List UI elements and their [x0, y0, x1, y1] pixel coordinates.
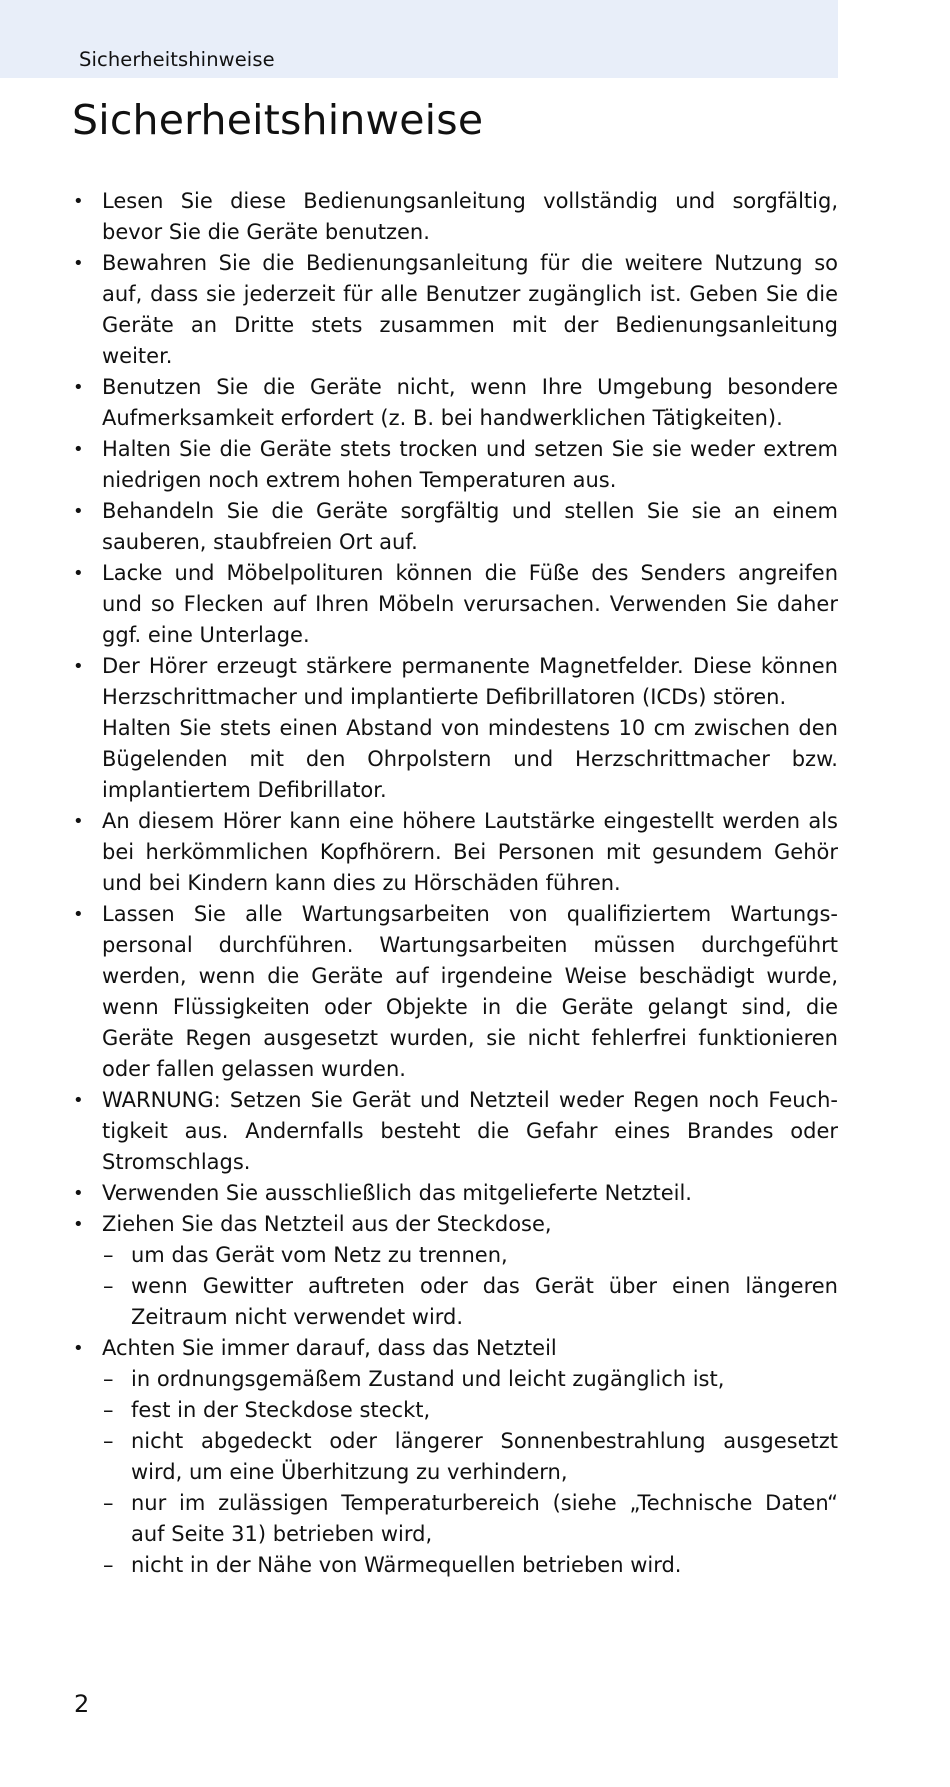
list-item-text: Lesen Sie diese Bedienungsanleitung vollständig und sorgfältig, bevor Sie die Geräte benutzen. [102, 189, 838, 244]
bullet-icon: • [73, 191, 84, 212]
dash-icon: – [103, 1491, 114, 1515]
list-item [72, 806, 838, 899]
sub-list [102, 1240, 838, 1333]
page-number: 2 [74, 1690, 90, 1718]
dash-icon: – [103, 1398, 114, 1422]
bullet-icon: • [73, 811, 84, 832]
list-item [72, 496, 838, 558]
list-item [72, 1209, 838, 1333]
list-item-text: An diesem Hörer kann eine höhere Lautstärke eingestellt werden als bei herkömmlichen Kopfhörern. Bei Personen mit gesundem Gehör und bei Kindern kann dies zu Hörschäden führen. [102, 809, 838, 895]
list-item-text: Lacke und Möbelpolituren können die Füße des Senders angreifen und so Flecken auf Ihren Möbeln verursachen. Verwenden Sie daher ggf. eine Unterlage. [102, 561, 838, 647]
dash-icon: – [103, 1274, 114, 1298]
list-item-text: Benutzen Sie die Geräte nicht, wenn Ihre Umgebung besondere Aufmerksamkeit erfordert (z. B. bei handwerklichen Tätigkeiten). [102, 375, 838, 430]
list-item-text: Achten Sie immer darauf, dass das Netzteil [102, 1336, 557, 1360]
sub-list-item-text: nur im zulässigen Temperaturbereich (siehe „Technische Daten“ auf Seite 31) betrieben wird, [131, 1491, 838, 1546]
list-item-text: Behandeln Sie die Geräte sorgfältig und stellen Sie sie an einem sauberen, staubfreien Ort auf. [102, 499, 838, 554]
sub-list-item-text: um das Gerät vom Netz zu trennen, [131, 1243, 508, 1267]
list-item-text: Der Hörer erzeugt stärkere permanente Magnetfelder. Diese können Herzschrittmacher und implantierte Defibrillatoren (ICDs) stören. Halten Sie stets einen Abstand von mindestens 10 cm zwischen den Bügelenden mit den Ohrpolstern und Herzschrittmacher bzw. implantiertem Defibrillator. [102, 654, 838, 802]
bullet-icon: • [73, 253, 84, 274]
list-item-text: Lassen Sie alle Wartungsarbeiten von qualifiziertem Wartungspersonal durchführen. Wartungsarbeiten müssen durchgeführt werden, wenn die Geräte auf irgendeine Weise beschädigt wurde, wenn Flüssigkeiten oder Objekte in die Geräte gelangt sind, die Geräte Regen ausgesetzt wurden, sie nicht fehlerfrei funktionieren oder fallen gelassen wurden. [102, 902, 838, 1081]
sub-list-item [102, 1488, 838, 1550]
running-head: Sicherheitshinweise [79, 48, 275, 71]
list-item [72, 651, 838, 806]
list-item [72, 1178, 838, 1209]
dash-icon: – [103, 1243, 114, 1267]
dash-icon: – [103, 1367, 114, 1391]
list-item-text: Bewahren Sie die Bedienungsanleitung für die weitere Nutzung so auf, dass sie jederzeit für alle Benutzer zugänglich ist. Geben Sie die Geräte an Dritte stets zusammen mit der Bedienungsanleitung weiter. [102, 251, 838, 368]
sub-list-item-text: wenn Gewitter auftreten oder das Gerät über einen längeren Zeitraum nicht verwendet wird. [131, 1274, 838, 1329]
list-item [72, 1333, 838, 1581]
safety-instructions-list [72, 186, 838, 1581]
sub-list [102, 1364, 838, 1581]
bullet-icon: • [73, 1090, 84, 1111]
sub-list-item-text: fest in der Steckdose steckt, [131, 1398, 431, 1422]
sub-list-item [102, 1426, 838, 1488]
list-item [72, 434, 838, 496]
bullet-icon: • [73, 1338, 84, 1359]
bullet-icon: • [73, 1183, 84, 1204]
dash-icon: – [103, 1553, 114, 1577]
list-item-text: WARNUNG: Setzen Sie Gerät und Netzteil weder Regen noch Feuchtigkeit aus. Andernfalls besteht die Gefahr eines Brandes oder Stromschlags. [102, 1088, 838, 1174]
sub-list-item-text: nicht in der Nähe von Wärmequellen betrieben wird. [131, 1553, 682, 1577]
bullet-icon: • [73, 563, 84, 584]
list-item [72, 1085, 838, 1178]
sub-list-item [102, 1395, 838, 1426]
page-title: Sicherheitshinweise [72, 96, 484, 144]
bullet-icon: • [73, 1214, 84, 1235]
sub-list-item [102, 1240, 838, 1271]
list-item-text: Ziehen Sie das Netzteil aus der Steckdose, [102, 1212, 552, 1236]
sub-list-item [102, 1364, 838, 1395]
list-item-text: Halten Sie die Geräte stets trocken und setzen Sie sie weder extrem niedrigen noch extrem hohen Temperaturen aus. [102, 437, 838, 492]
content [72, 186, 838, 1581]
bullet-icon: • [73, 656, 84, 677]
bullet-icon: • [73, 501, 84, 522]
list-item [72, 186, 838, 248]
dash-icon: – [103, 1429, 114, 1453]
bullet-icon: • [73, 439, 84, 460]
sub-list-item [102, 1550, 838, 1581]
bullet-icon: • [73, 904, 84, 925]
list-item [72, 372, 838, 434]
sub-list-item [102, 1271, 838, 1333]
list-item-text: Verwenden Sie ausschließlich das mitgelieferte Netzteil. [102, 1181, 692, 1205]
list-item [72, 558, 838, 651]
list-item [72, 899, 838, 1085]
sub-list-item-text: nicht abgedeckt oder längerer Sonnenbestrahlung ausgesetzt wird, um eine Überhitzung zu verhindern, [131, 1429, 838, 1484]
list-item [72, 248, 838, 372]
bullet-icon: • [73, 377, 84, 398]
sub-list-item-text: in ordnungsgemäßem Zustand und leicht zugänglich ist, [131, 1367, 725, 1391]
